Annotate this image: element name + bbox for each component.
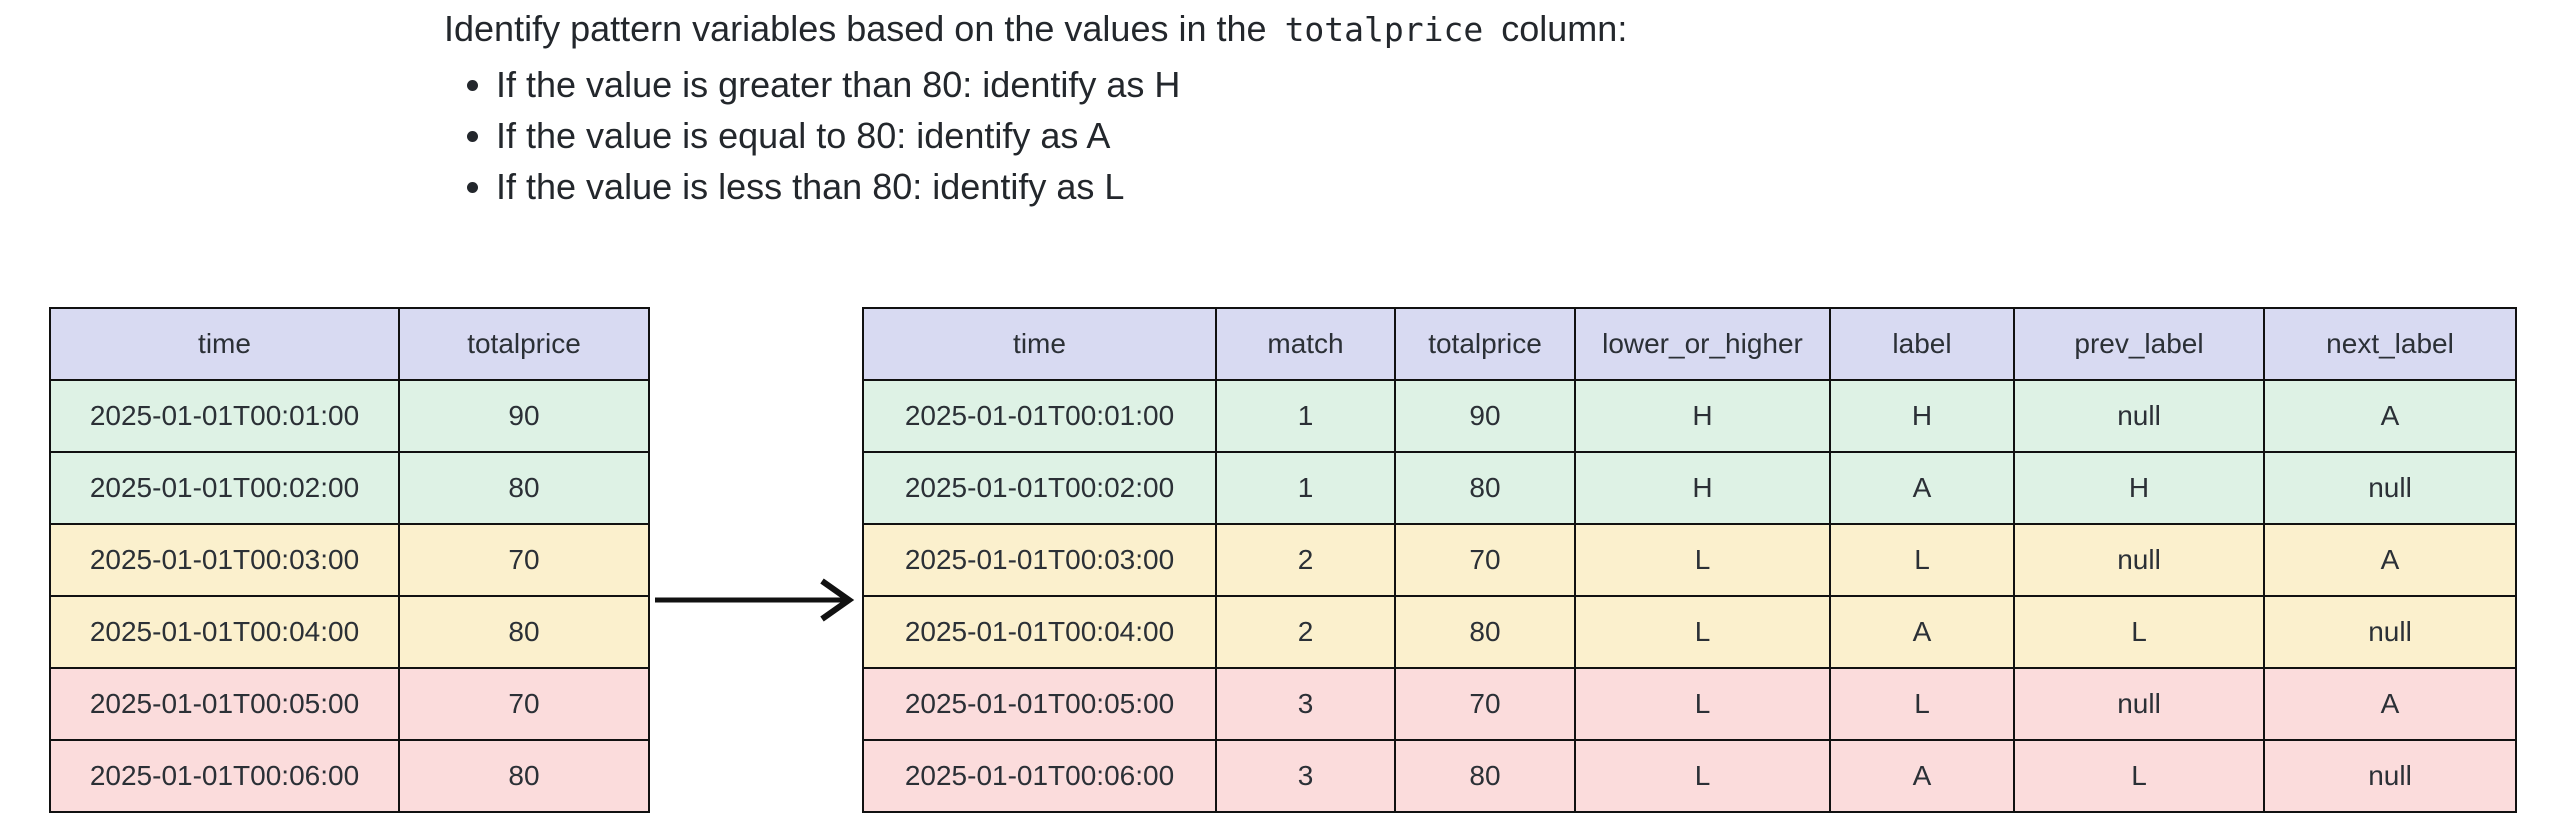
cell-next-label: null (2264, 452, 2516, 524)
cell-label: A (1830, 452, 2014, 524)
table-row (863, 524, 2516, 596)
cell-totalprice: 90 (399, 380, 649, 452)
instructions-title (444, 6, 1627, 53)
cell-time: 2025-01-01T00:01:00 (863, 380, 1216, 452)
table-row (863, 740, 2516, 812)
cell-time: 2025-01-01T00:05:00 (50, 668, 399, 740)
table-row (863, 380, 2516, 452)
cell-label: A (1830, 596, 2014, 668)
input-table (49, 307, 650, 813)
cell-totalprice: 80 (1395, 596, 1575, 668)
column-header-prev-label: prev_label (2014, 308, 2264, 380)
cell-totalprice: 70 (399, 524, 649, 596)
instructions-block (444, 6, 1627, 212)
bullet-rule-a: • If the value is equal to 80: identify as A (496, 110, 1627, 161)
cell-lower-or-higher: H (1575, 380, 1830, 452)
column-header-totalprice: totalprice (399, 308, 649, 380)
cell-lower-or-higher: L (1575, 668, 1830, 740)
cell-lower-or-higher: L (1575, 524, 1830, 596)
input-table-header-row (50, 308, 649, 380)
transform-arrow (652, 577, 862, 623)
column-header-time: time (863, 308, 1216, 380)
cell-totalprice: 70 (1395, 668, 1575, 740)
table-row (863, 668, 2516, 740)
cell-time: 2025-01-01T00:03:00 (50, 524, 399, 596)
output-table (862, 307, 2517, 813)
column-header-match: match (1216, 308, 1395, 380)
cell-totalprice: 70 (399, 668, 649, 740)
table-row (50, 452, 649, 524)
cell-time: 2025-01-01T00:02:00 (50, 452, 399, 524)
cell-time: 2025-01-01T00:04:00 (50, 596, 399, 668)
cell-match: 3 (1216, 668, 1395, 740)
arrow-icon (652, 577, 862, 623)
bullet-rule-h: • If the value is greater than 80: identify as H (496, 59, 1627, 110)
column-header-next-label: next_label (2264, 308, 2516, 380)
cell-next-label: null (2264, 596, 2516, 668)
cell-lower-or-higher: L (1575, 596, 1830, 668)
column-header-totalprice: totalprice (1395, 308, 1575, 380)
cell-time: 2025-01-01T00:01:00 (50, 380, 399, 452)
cell-prev-label: L (2014, 596, 2264, 668)
table-row (863, 452, 2516, 524)
cell-match: 1 (1216, 380, 1395, 452)
cell-match: 3 (1216, 740, 1395, 812)
cell-prev-label: H (2014, 452, 2264, 524)
cell-time: 2025-01-01T00:05:00 (863, 668, 1216, 740)
cell-time: 2025-01-01T00:06:00 (863, 740, 1216, 812)
cell-match: 1 (1216, 452, 1395, 524)
cell-prev-label: null (2014, 668, 2264, 740)
cell-totalprice: 90 (1395, 380, 1575, 452)
cell-time: 2025-01-01T00:04:00 (863, 596, 1216, 668)
cell-lower-or-higher: L (1575, 740, 1830, 812)
column-header-label: label (1830, 308, 2014, 380)
cell-time: 2025-01-01T00:03:00 (863, 524, 1216, 596)
cell-totalprice: 80 (399, 740, 649, 812)
table-row (50, 380, 649, 452)
cell-label: A (1830, 740, 2014, 812)
column-header-lower-or-higher: lower_or_higher (1575, 308, 1830, 380)
cell-next-label: A (2264, 668, 2516, 740)
cell-match: 2 (1216, 524, 1395, 596)
cell-match: 2 (1216, 596, 1395, 668)
cell-lower-or-higher: H (1575, 452, 1830, 524)
instructions-bullets (444, 59, 1627, 212)
cell-time: 2025-01-01T00:06:00 (50, 740, 399, 812)
table-row (50, 740, 649, 812)
cell-totalprice: 80 (399, 452, 649, 524)
cell-next-label: A (2264, 380, 2516, 452)
totalprice-code: totalprice (1284, 10, 1484, 49)
cell-prev-label: null (2014, 524, 2264, 596)
cell-next-label: A (2264, 524, 2516, 596)
title-suffix: column: (1501, 8, 1628, 49)
cell-prev-label: L (2014, 740, 2264, 812)
cell-time: 2025-01-01T00:02:00 (863, 452, 1216, 524)
title-prefix: Identify pattern variables based on the values in the (444, 8, 1267, 49)
cell-totalprice: 70 (1395, 524, 1575, 596)
bullet-rule-l: • If the value is less than 80: identify as L (496, 161, 1627, 212)
cell-label: H (1830, 380, 2014, 452)
cell-label: L (1830, 524, 2014, 596)
cell-label: L (1830, 668, 2014, 740)
cell-prev-label: null (2014, 380, 2264, 452)
output-table-header-row (863, 308, 2516, 380)
table-row (50, 524, 649, 596)
cell-next-label: null (2264, 740, 2516, 812)
table-row (50, 596, 649, 668)
cell-totalprice: 80 (1395, 740, 1575, 812)
table-row (50, 668, 649, 740)
cell-totalprice: 80 (1395, 452, 1575, 524)
cell-totalprice: 80 (399, 596, 649, 668)
column-header-time: time (50, 308, 399, 380)
table-row (863, 596, 2516, 668)
